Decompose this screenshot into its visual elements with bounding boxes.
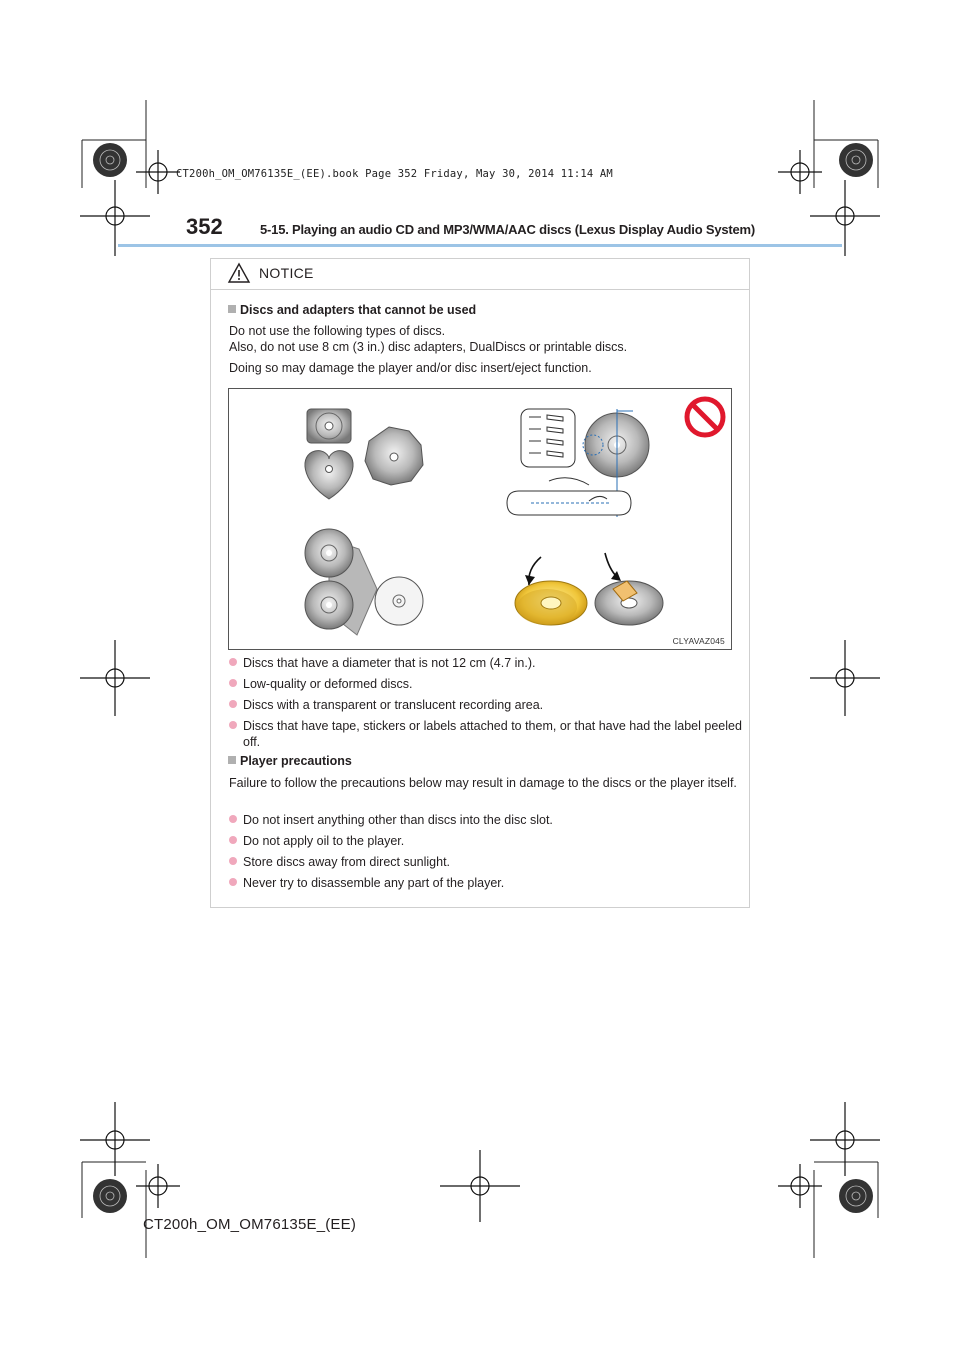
disc-illustration-art	[229, 389, 731, 649]
deformed-disc-icon	[515, 557, 587, 625]
small-disc-adapter-icon	[305, 529, 423, 635]
footer-manual-code: CT200h_OM_OM76135E_(EE)	[143, 1216, 357, 1233]
illustration-code: CLYAVAZ045	[672, 636, 725, 646]
bullet-item	[229, 812, 755, 828]
square-disc-icon	[307, 409, 351, 443]
paragraph: Failure to follow the precautions below may result in damage to the discs or the player itself.	[229, 776, 737, 790]
notice-label: NOTICE	[259, 265, 314, 281]
bullet-item	[229, 833, 755, 849]
header-rule	[118, 244, 842, 247]
bullet-item	[229, 875, 755, 891]
bullet-dot-icon	[229, 815, 237, 823]
target-mark	[136, 150, 180, 194]
bullet-text: Discs that have tape, stickers or labels attached to them, or that have had the label peeled off.	[243, 719, 742, 749]
bullet-text: Never try to disassemble any part of the player.	[243, 876, 505, 890]
bullet-text: Discs with a transparent or translucent recording area.	[243, 698, 544, 712]
section-heading-discs	[228, 303, 476, 317]
bullet-text: Store discs away from direct sunlight.	[243, 855, 451, 869]
bullet-dot-icon	[229, 721, 237, 729]
paragraph: Also, do not use 8 cm (3 in.) disc adapters, DualDiscs or printable discs.	[229, 340, 628, 354]
warning-triangle-icon	[227, 262, 251, 284]
bullet-dot-icon	[229, 658, 237, 666]
section-heading-text: Player precautions	[240, 754, 352, 768]
prohibition-icon	[687, 399, 723, 435]
bullet-item	[229, 697, 755, 713]
bullet-dot-icon	[229, 857, 237, 865]
bullet-item	[229, 718, 755, 750]
paragraph: Do not use the following types of discs.	[229, 324, 446, 338]
bullet-text: Do not apply oil to the player.	[243, 834, 405, 848]
bullet-text: Do not insert anything other than discs into the disc slot.	[243, 813, 553, 827]
section-heading-text: Discs and adapters that cannot be used	[240, 303, 477, 317]
bullet-dot-icon	[229, 700, 237, 708]
notice-header	[211, 259, 749, 290]
paragraph: Doing so may damage the player and/or disc insert/eject function.	[229, 361, 592, 375]
stickered-disc-icon	[595, 553, 663, 625]
heart-disc-icon	[305, 451, 353, 499]
octagon-disc-icon	[365, 427, 423, 485]
section-title: 5-15. Playing an audio CD and MP3/WMA/AAC discs (Lexus Display Audio System)	[260, 222, 756, 237]
bullet-text: Discs that have a diameter that is not 12 cm (4.7 in.).	[243, 656, 536, 670]
square-bullet-icon	[228, 305, 236, 313]
bullet-dot-icon	[229, 836, 237, 844]
square-bullet-icon	[228, 756, 236, 764]
disc-edge-diagram-icon	[507, 409, 649, 517]
notice-box	[210, 258, 750, 908]
star-target	[93, 143, 127, 177]
bullet-dot-icon	[229, 679, 237, 687]
bullet-item	[229, 655, 755, 671]
section-heading-player	[228, 754, 352, 768]
print-stamp: CT200h_OM_OM76135E_(EE).book Page 352 Friday, May 30, 2014 11:14 AM	[176, 168, 613, 180]
bullet-item	[229, 676, 755, 692]
unusable-discs-illustration	[228, 388, 732, 650]
bullet-text: Low-quality or deformed discs.	[243, 677, 413, 691]
bullet-item	[229, 854, 755, 870]
bullet-dot-icon	[229, 878, 237, 886]
page-number: 352	[186, 214, 223, 239]
